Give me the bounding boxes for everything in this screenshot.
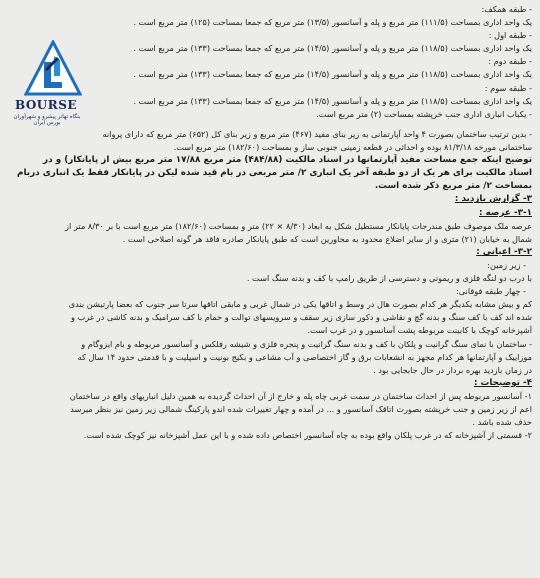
text-line: - طبقه همکف: <box>481 4 532 14</box>
section-heading: ۳- گزارش بازدید : <box>454 194 532 205</box>
section-heading: ۳-۱- عرصه : <box>478 207 532 218</box>
report-body <box>8 128 532 442</box>
text-line: آشپزخانه کوچک با کابینت مربوطه پشت آسانسور و در غرب است. <box>307 325 532 336</box>
text-line: موزاییک و آپارتمانها هر کدام مجهز به انشعابات برق و گاز اختصاصی و آب مشاعی و بکیج بونیت و اسپلیت و با قدمتی حدود ۱۴ سال که <box>77 351 532 362</box>
text-line: یک واحد اداری بمساحت (۱۱۱/۵) متر مربع و پله و آسانسور (۱۳/۵) متر مربع که جمعا بمساحت (۱۲۵) متر مربع است . <box>133 17 532 28</box>
section-heading: ۴- توضیحات : <box>473 377 532 388</box>
floor-list <box>72 3 532 121</box>
text-line: ۲- قسمتی از آشپزخانه که در غرب پلکان واقع بوده به چاه آسانسور اختصاص داده شده و با این عمل آشپزخانه نیز کوچک شده است. <box>83 430 532 441</box>
text-line: یک واحد اداری بمساحت (۱۱۸/۵) متر مربع و پله و آسانسور (۱۴/۵) متر مربع که جمعا بمساحت (۱۳۳) متر مربع است . <box>133 43 532 54</box>
text-line: یک واحد اداری بمساحت (۱۱۸/۵) متر مربع و پله و آسانسور (۱۴/۵) متر مربع که جمعا بمساحت (۱۳۳) متر مربع است . <box>133 95 532 106</box>
text-line: شمال به خیابان (۲۱) متری و از سایر اضلاع محدود به مجاورین است که طبق پایانکار صادره فاقد هر گونه اصلاحی است . <box>122 233 532 244</box>
text-line-bold: بمساحت ۲/ متر مربع ذکر شده است. <box>374 181 532 192</box>
text-line-bold: توضیح اینکه جمع مساحت مفید آپارتمانها در اسناد مالکیت (۴۸۴/۸۸) متر مربع ۱۷/۸۸ متر مربع بیش از پایانکار) و در <box>43 155 532 166</box>
text-line: عرصه ملک موصوف طبق مندرجات پایانکار مستطیل شکل به ابعاد (۸/۳۰ × ۲۲) متر و بمساحت (۱۸۲/۶۰) متر مربع است با بر ۸/۳۰ متر از <box>65 220 532 231</box>
text-line: - طبقه سوم : <box>484 82 532 93</box>
text-line: در زمان بازدید بهره بردار در حال جابجایی بود . <box>373 364 532 375</box>
text-line: - چهار طبقه فوقانی: <box>456 286 526 297</box>
logo-brand-text: BOURSE <box>14 98 78 112</box>
text-line: اعم از زیر زمین و جنب خرپشته بصورت اتاقک آسانسور و ... در آمده و چهار تغییرات شده اندو پارکینگ شمالی زیر زمین نیز بنظر میرسد <box>70 403 532 414</box>
text-line: - یکباب انباری اداری جنب خرپشته بمساحت (۲) متر مربع است. <box>316 108 532 119</box>
text-line: شده اند کف با کف سنگ و بدنه گچ و نقاشی و دکور سازی زیر سقف و سرویسهای توالت و حمام با کف سرامیک و بدنه کاشی در غرب و <box>70 312 532 323</box>
text-line: حذف شده باشد . <box>472 417 532 428</box>
text-line: - بدین ترتیب ساختمان بصورت ۴ واحد آپارتمانی به زیر بنای مفید (۴۶۷) متر مربع و زیر بنای کل (۶۵۲) متر مربع که دارای پروانه <box>102 129 532 139</box>
text-line: - طبقه دوم : <box>488 56 532 67</box>
text-line: ساختمانی مورخه ۸۱/۳/۱۸ بوده و احداثی در قطعه زمینی جنوبی ساز و بمساحت (۱۸۲/۶۰) متر مربع است. <box>173 142 532 153</box>
text-line: - طبقه اول : <box>488 30 532 41</box>
text-line: یک واحد اداری بمساحت (۱۱۸/۵) متر مربع و پله و آسانسور (۱۴/۵) متر مربع که جمعا بمساحت (۱۳۳) متر مربع است . <box>133 69 532 80</box>
section-heading: ۳-۲- اعیانی : <box>476 246 532 257</box>
text-line: - زیر زمین: <box>487 259 526 270</box>
text-line: کم و بیش مشابه یکدیگر هر کدام بصورت هال در وسط و اتاقها یکی در شمال غربی و مابقی اتاقها سرتا سر جنوب که بعضا پارتیشن بندی <box>68 299 532 310</box>
logo-tagline: بنگاه تهاتر پیشرو و شهرآوران بورس ایران <box>13 114 81 126</box>
text-line-bold: اسناد مالکیت برای هر یک از دو طبقه آخر یک انباری ۲/ متر مربعی در بام قید شده لیکن در پایانکار فقط یک انباری دربام <box>17 168 532 179</box>
text-line: - ساختمان با نمای سنگ گرانیت و پلکان با کف و بدنه سنگ گرانیت و پنجره فلزی و شیشه رفلکس و آسانسور مربوطه و بام ایزوگام و <box>81 338 532 349</box>
text-line: با درب دو لنگه فلزی و ریموتی و دسترسی از طریق رامپ با کف و بدنه سنگ است . <box>246 273 532 284</box>
text-line: ۱- آسانسور مربوطه پس از احداث ساختمان در سمت غربی چاه پله و خارج از آن احداث گردیده به همین دلیل انباریهای واقع در ساختمان <box>69 390 532 401</box>
